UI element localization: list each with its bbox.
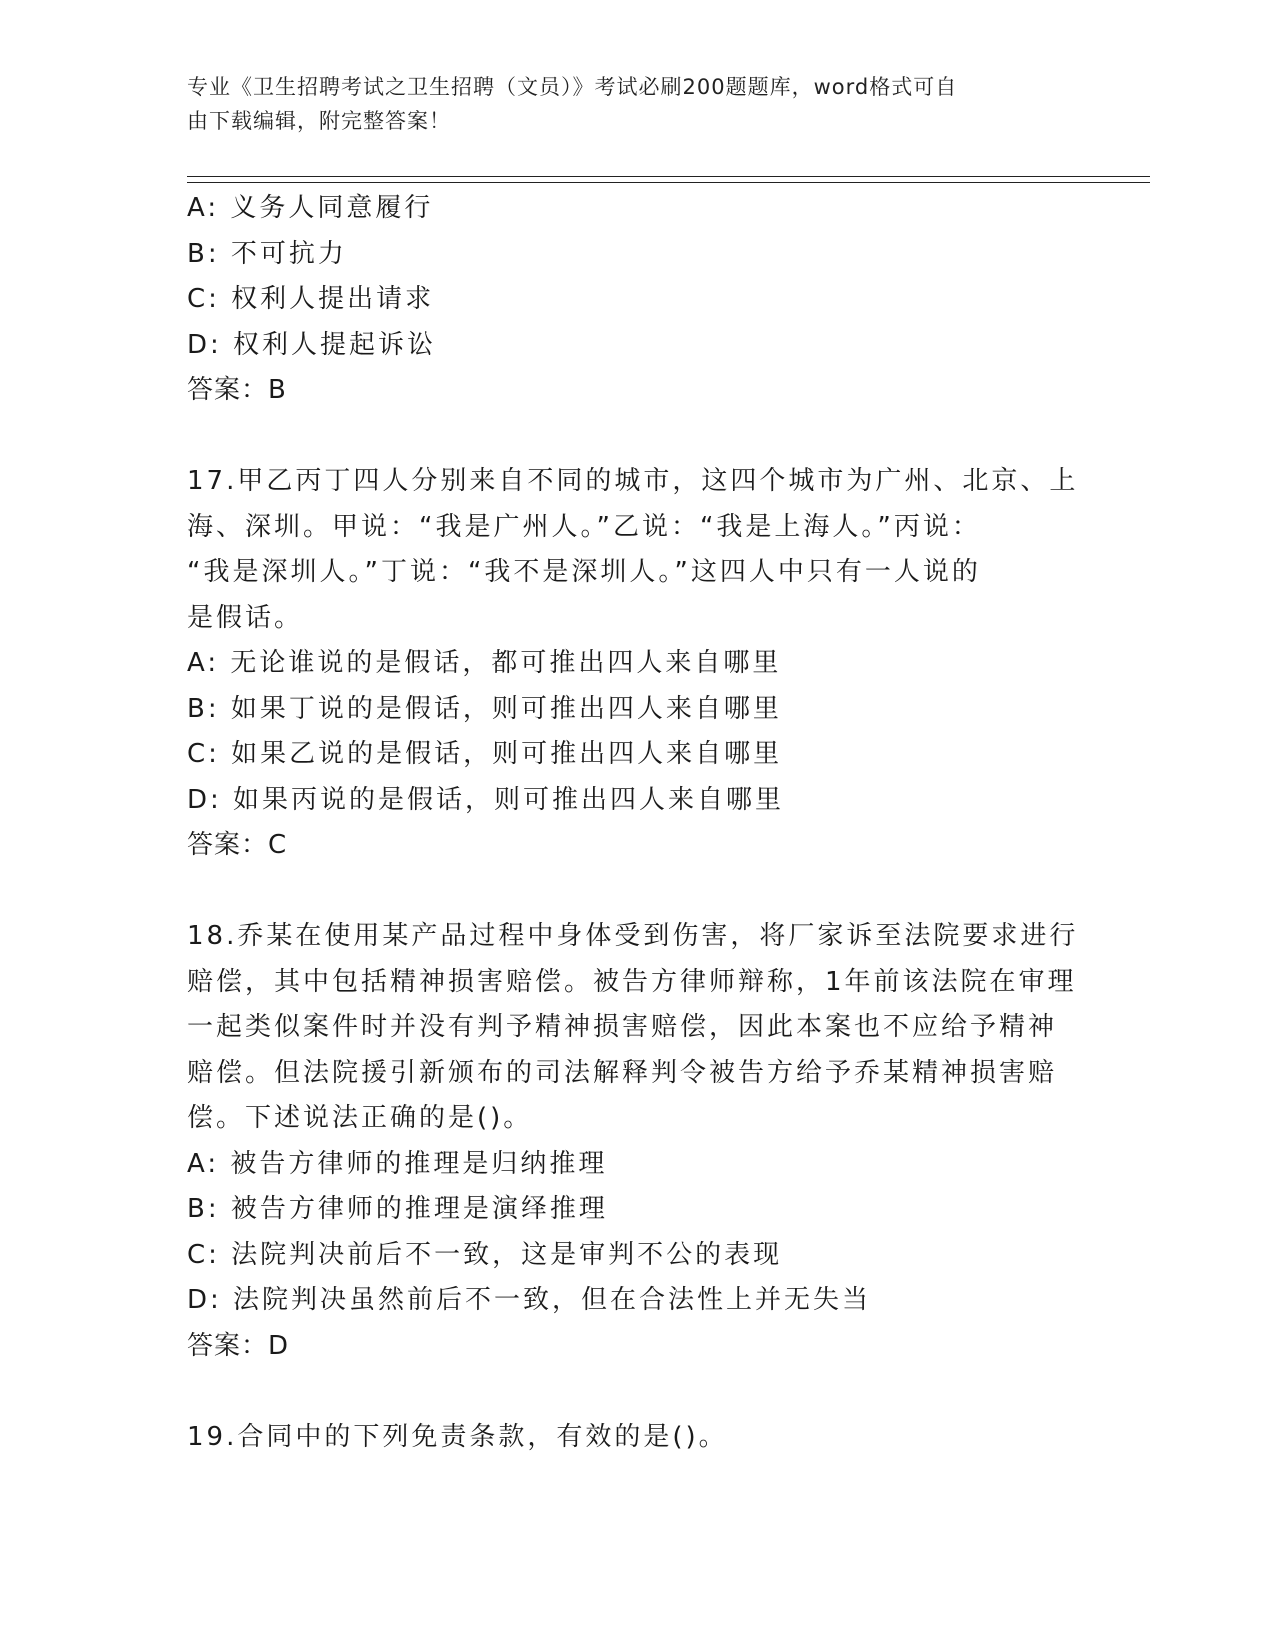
question-content (187, 186, 1087, 1460)
q18-stem-line-5: 偿。下述说法正确的是()。 (187, 1103, 533, 1133)
q17-option-d: D: 如果丙说的是假话，则可推出四人来自哪里 (187, 784, 785, 815)
spacer (187, 414, 1087, 460)
q16-option-b: B: 不可抗力 (187, 238, 347, 269)
q18-option-b: B: 被告方律师的推理是演绎推理 (187, 1194, 608, 1224)
q17-option-b: B: 如果丁说的是假话，则可推出四人来自哪里 (187, 693, 782, 724)
q17-answer: 答案：C (187, 830, 288, 860)
q16-option-c: C: 权利人提出请求 (187, 284, 435, 314)
header-divider-bottom (187, 182, 1150, 183)
q18-stem-line-4: 赔偿。但法院援引新颁布的司法解释判令被告方给予乔某精神损害赔 (187, 1057, 1058, 1088)
q17-stem-line-1: 17.甲乙丙丁四人分别来自不同的城市，这四个城市为广州、北京、上 (187, 466, 1079, 496)
document-header (187, 70, 1067, 138)
q18-option-c: C: 法院判决前后不一致，这是审判不公的表现 (187, 1239, 783, 1270)
q17-stem-line-4: 是假话。 (187, 602, 304, 633)
q17-option-c: C: 如果乙说的是假话，则可推出四人来自哪里 (187, 739, 783, 769)
q19-stem-line-1: 19.合同中的下列免责条款，有效的是()。 (187, 1421, 728, 1452)
q16-option-d: D: 权利人提起诉讼 (187, 329, 437, 360)
question-17-block (187, 459, 1087, 869)
question-18-block (187, 914, 1087, 1369)
q17-option-a: A: 无论谁说的是假话，都可推出四人来自哪里 (187, 648, 782, 678)
q18-option-a: A: 被告方律师的推理是归纳推理 (187, 1148, 608, 1179)
q18-stem-line-3: 一起类似案件时并没有判予精神损害赔偿，因此本案也不应给予精神 (187, 1012, 1058, 1042)
header-divider-top (187, 176, 1150, 177)
q18-stem (187, 914, 1087, 1142)
spacer (187, 869, 1087, 915)
q18-answer: 答案：D (187, 1330, 290, 1361)
question-16-block (187, 186, 1087, 414)
question-19-block (187, 1415, 1087, 1461)
q17-stem-line-3: “我是深圳人。”丁说：“我不是深圳人。”这四人中只有一人说的 (187, 557, 981, 587)
header-line-2: 由下载编辑，附完整答案！ (187, 109, 451, 133)
q16-option-a: A: 义务人同意履行 (187, 193, 434, 223)
q18-stem-line-2: 赔偿，其中包括精神损害赔偿。被告方律师辩称，1年前该法院在审理 (187, 966, 1077, 997)
q17-stem-line-2: 海、深圳。甲说：“我是广州人。”乙说：“我是上海人。”丙说： (187, 511, 981, 542)
header-line-1: 专业《卫生招聘考试之卫生招聘（文员）》考试必刷200题题库，word格式可自 (187, 75, 958, 99)
spacer (187, 1369, 1087, 1415)
q17-stem (187, 459, 1087, 641)
q18-option-d: D: 法院判决虽然前后不一致，但在合法性上并无失当 (187, 1285, 872, 1315)
q16-answer: 答案：B (187, 375, 287, 405)
q18-stem-line-1: 18.乔某在使用某产品过程中身体受到伤害，将厂家诉至法院要求进行 (187, 921, 1079, 951)
